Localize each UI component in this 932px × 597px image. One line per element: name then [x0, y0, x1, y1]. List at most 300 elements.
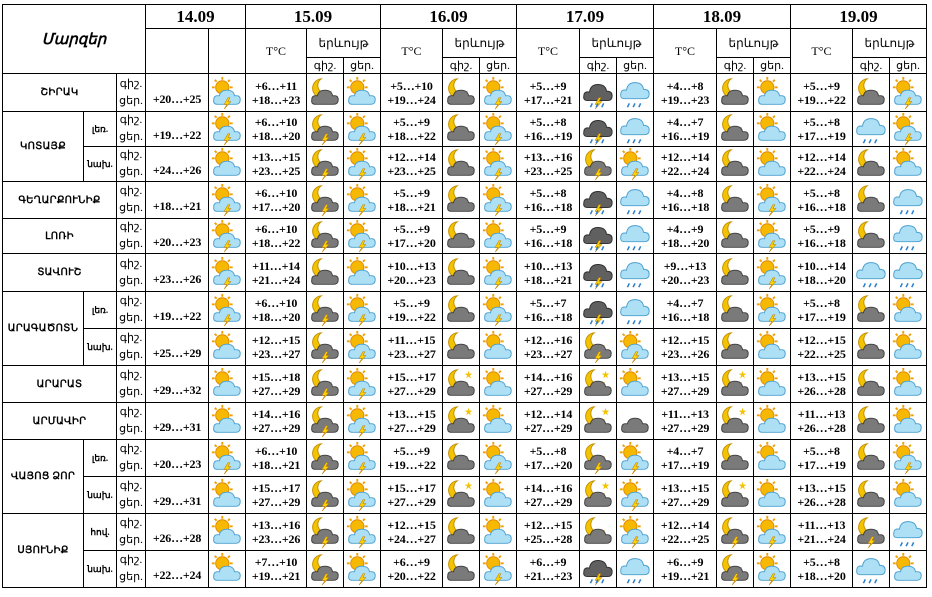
day-temp: +19…+22: [797, 92, 846, 107]
temp-range: [381, 329, 443, 366]
night-label: գիշ.: [119, 332, 143, 344]
region-name: ՎԱՅՈՑ ՁՈՐ: [3, 440, 84, 514]
moon-cloud-icon: [717, 182, 754, 219]
temp-range: [381, 440, 443, 477]
temp-range: [517, 292, 580, 329]
temp-range: [517, 147, 580, 182]
temp-range: [381, 219, 443, 254]
sun-cloud-icon: [754, 74, 791, 112]
day-temp: +19…+22: [146, 292, 209, 329]
day-temp: +18…+20: [251, 129, 301, 143]
subregion-label: նախ.: [84, 477, 117, 514]
sun-thunder-icon: [209, 292, 246, 329]
temp-range: [654, 514, 717, 551]
sun-thunder-icon: [344, 147, 381, 182]
moon-cloud-icon: [853, 292, 890, 329]
night-temp: +5…+7: [529, 296, 567, 310]
sun-thunder-icon: [209, 74, 246, 112]
night-temp: +5…+8: [529, 186, 567, 200]
night-temp: +5…+9: [393, 222, 430, 236]
day-temp: +18…+20: [251, 310, 301, 324]
sun-thunder-icon: [480, 112, 517, 147]
sun-cloud-icon: [209, 403, 246, 440]
moon-thunder-icon: [307, 440, 344, 477]
sun-thunder-icon: [480, 292, 517, 329]
day-temp: +23…+25: [387, 164, 436, 178]
night-temp: +4…+8: [666, 78, 704, 93]
cloud-rain-icon: [617, 112, 654, 147]
moon-cloud-icon: [853, 329, 890, 366]
sun-thunder-icon: [480, 74, 517, 112]
moon-star-icon: [443, 477, 480, 514]
night-day-label: [117, 147, 146, 182]
moon-thunder-icon: [307, 403, 344, 440]
corner-label: Մարզեր: [3, 5, 146, 74]
day-temp: +18…+22: [387, 129, 436, 143]
day-header-sub: ցեր.: [480, 58, 517, 74]
moon-cloud-icon: [307, 74, 344, 112]
sun-cloud-icon: [209, 329, 246, 366]
day-temp: +27…+29: [523, 421, 573, 435]
night-temp: +6…+9: [666, 555, 704, 569]
night-temp: +15…+17: [387, 370, 436, 384]
temp-range: [246, 440, 307, 477]
moon-cloud-icon: [717, 112, 754, 147]
day-temp: +29…+32: [146, 366, 209, 403]
night-temp: +5…+9: [529, 78, 567, 93]
night-temp: +12…+14: [660, 150, 710, 164]
sun-thunder-icon: [480, 219, 517, 254]
temp-range: [791, 74, 853, 112]
sun-thunder-icon: [480, 147, 517, 182]
day-temp: +19…+21: [251, 569, 301, 583]
sun-cloud-icon: [209, 477, 246, 514]
day-temp: +19…+22: [146, 112, 209, 147]
moon-cloud-icon: [717, 292, 754, 329]
night-label: գիշ.: [119, 295, 143, 307]
date-header: 18.09: [654, 5, 791, 29]
night-temp: +11…+13: [797, 407, 846, 421]
region-name: ԳԵՂԱՐՔՈՒՆԻՔ: [3, 182, 117, 219]
day-header-sub: ցեր.: [754, 58, 791, 74]
moon-cloud-icon: [443, 182, 480, 219]
sun-cloud-icon: [890, 147, 927, 182]
temp-range: [381, 403, 443, 440]
night-temp: +6…+9: [393, 555, 430, 569]
cloud-rain-icon: [853, 112, 890, 147]
temp-range: [654, 440, 717, 477]
day-label: ցեր.: [119, 497, 143, 509]
sun-thunder-icon: [209, 112, 246, 147]
day-header: երևույթ: [853, 29, 927, 58]
day-label: ցեր.: [119, 202, 143, 214]
day-temp: +27…+29: [387, 421, 436, 435]
temp-range: [246, 551, 307, 588]
night-temp: +10…+13: [523, 258, 573, 273]
temp-range: [517, 366, 580, 403]
cloud-rain-icon: [890, 514, 927, 551]
day-temp: +16…+18: [660, 310, 710, 324]
day-temp: +17…+19: [660, 458, 710, 472]
sun-cloud-icon: [890, 329, 927, 366]
sun-cloud-icon: [754, 147, 791, 182]
sun-cloud-icon: [209, 366, 246, 403]
day-temp: +29…+31: [146, 403, 209, 440]
moon-cloud-icon: [853, 182, 890, 219]
cloud-rain-icon: [617, 254, 654, 292]
night-temp: +5…+8: [803, 296, 840, 310]
night-day-label: [117, 403, 146, 440]
subregion-label: լեռ.: [84, 292, 117, 329]
moon-cloud-icon: [443, 514, 480, 551]
night-label: գիշ.: [119, 480, 143, 492]
temp-range: [654, 292, 717, 329]
sun-thunder-icon: [890, 112, 927, 147]
cloud-grey-icon: [617, 403, 654, 440]
sun-thunder-icon: [209, 440, 246, 477]
temp-range: [791, 366, 853, 403]
sun-cloud-icon: [480, 403, 517, 440]
night-temp: +6…+10: [254, 115, 298, 129]
day-header-sub: ցեր.: [344, 58, 381, 74]
temp-range: [246, 514, 307, 551]
night-label: գիշ.: [119, 517, 143, 529]
day-temp: +25…+28: [523, 532, 573, 546]
sun-cloud-icon: [754, 329, 791, 366]
day-label: ցեր.: [119, 312, 143, 324]
day-temp: +18…+20: [660, 236, 710, 250]
temp-range: [791, 254, 853, 292]
temp-range: [246, 74, 307, 112]
day-temp: +17…+19: [797, 458, 846, 472]
temp-range: [381, 551, 443, 588]
day-label: ցեր.: [119, 349, 143, 361]
cloud-thunder-icon: [580, 74, 617, 112]
temp-range: [381, 147, 443, 182]
day-temp: +17…+21: [523, 92, 573, 107]
night-label: գիշ.: [119, 149, 143, 161]
cloud-rain-icon: [617, 551, 654, 588]
sun-cloud-icon: [754, 112, 791, 147]
night-label: գիշ.: [119, 443, 143, 455]
day-label: ցեր.: [119, 534, 143, 546]
night-day-label: [117, 551, 146, 588]
day-temp: +16…+18: [523, 236, 573, 250]
night-temp: +13…+15: [797, 370, 846, 384]
subregion-label: նախ.: [84, 551, 117, 588]
night-label: գիշ.: [119, 221, 143, 233]
moon-star-icon: [717, 477, 754, 514]
temp-range: [791, 440, 853, 477]
temp-range: [654, 403, 717, 440]
day-temp: +27…+29: [251, 495, 301, 509]
sun-cloud-icon: [209, 514, 246, 551]
moon-cloud-icon: [853, 219, 890, 254]
day-temp: +18…+21: [523, 272, 573, 287]
day-temp: +22…+25: [797, 347, 846, 361]
sun-cloud-icon: [480, 366, 517, 403]
day-temp: +26…+28: [797, 495, 846, 509]
night-temp: +5…+9: [803, 222, 840, 236]
date-header: 16.09: [381, 5, 517, 29]
day-header: երևույթ: [580, 29, 654, 58]
moon-cloud-icon: [853, 403, 890, 440]
night-temp: +13…+15: [660, 481, 710, 495]
night-label: գիշ.: [119, 257, 143, 270]
night-day-label: [117, 219, 146, 254]
day-temp: +23…+26: [660, 347, 710, 361]
sun-cloud-icon: [617, 366, 654, 403]
night-temp: +6…+11: [255, 78, 297, 93]
sun-thunder-icon: [209, 254, 246, 292]
moon-cloud-icon: [443, 219, 480, 254]
night-temp: +13…+16: [251, 518, 301, 532]
sun-thunder-icon: [617, 440, 654, 477]
night-temp: +15…+17: [387, 481, 436, 495]
temp-range: [381, 112, 443, 147]
day-header: երևույթ: [443, 29, 517, 58]
moon-thunder-icon: [307, 182, 344, 219]
sun-thunder-icon: [344, 219, 381, 254]
subregion-label: հով.: [84, 514, 117, 551]
sun-thunder-icon: [344, 112, 381, 147]
sun-cloud-icon: [480, 514, 517, 551]
sun-thunder-icon: [344, 182, 381, 219]
moon-cloud-icon: [717, 440, 754, 477]
day-temp: +17…+19: [797, 129, 846, 143]
day-temp: +17…+20: [387, 236, 436, 250]
date-header: 14.09: [146, 5, 246, 29]
temp-range: [654, 219, 717, 254]
moon-star-icon: [580, 403, 617, 440]
region-name: ԼՈՌԻ: [3, 219, 117, 254]
day-temp: +17…+20: [523, 458, 573, 472]
night-header: գիշ.: [717, 58, 754, 74]
night-temp: +5…+9: [393, 444, 430, 458]
subregion-label: լեռ.: [84, 112, 117, 147]
night-temp: +4…+7: [666, 115, 704, 129]
night-temp: +12…+14: [797, 150, 846, 164]
day-temp: +18…+21: [387, 200, 436, 214]
day-temp: +18…+21: [251, 458, 301, 472]
moon-thunder-icon: [853, 514, 890, 551]
sun-thunder-icon: [480, 551, 517, 588]
temp-header: T°C: [246, 29, 307, 74]
sun-cloud-icon: [209, 551, 246, 588]
day-temp: +18…+23: [251, 92, 301, 107]
temp-range: [791, 182, 853, 219]
night-temp: +14…+16: [523, 481, 573, 495]
moon-star-icon: [443, 403, 480, 440]
cloud-rain-icon: [617, 74, 654, 112]
cloud-thunder-icon: [580, 292, 617, 329]
day-label: ցեր.: [119, 166, 143, 178]
sun-thunder-icon: [617, 514, 654, 551]
temp-range: [517, 403, 580, 440]
date-header: 17.09: [517, 5, 654, 29]
night-temp: +12…+15: [797, 333, 846, 347]
day-temp: +20…+23: [146, 219, 209, 254]
temp-header: T°C: [381, 29, 443, 74]
moon-thunder-icon: [307, 219, 344, 254]
day-temp: +27…+29: [523, 384, 573, 398]
cloud-thunder-icon: [580, 551, 617, 588]
day-temp: +23…+27: [387, 347, 436, 361]
night-temp: +5…+9: [529, 222, 567, 236]
temp-range: [791, 477, 853, 514]
sun-cloud-icon: [754, 440, 791, 477]
night-header: գիշ.: [307, 58, 344, 74]
night-temp: +5…+8: [803, 115, 840, 129]
moon-cloud-icon: [717, 329, 754, 366]
sun-thunder-icon: [209, 182, 246, 219]
moon-thunder-icon: [580, 329, 617, 366]
temp-range: [381, 514, 443, 551]
moon-cloud-icon: [443, 112, 480, 147]
night-temp: +5…+8: [529, 444, 567, 458]
moon-thunder-icon: [307, 551, 344, 588]
moon-thunder-icon: [717, 514, 754, 551]
sun-thunder-icon: [617, 329, 654, 366]
day-temp: +22…+24: [660, 164, 710, 178]
day-temp: +18…+22: [251, 236, 301, 250]
day-header: երևույթ: [717, 29, 791, 58]
temp-range: [517, 329, 580, 366]
moon-cloud-icon: [717, 147, 754, 182]
day-temp: +19…+22: [387, 310, 436, 324]
night-temp: +11…+14: [252, 258, 300, 273]
temp-range: [381, 366, 443, 403]
night-temp: +12…+14: [387, 150, 436, 164]
moon-thunder-icon: [307, 477, 344, 514]
moon-cloud-icon: [443, 292, 480, 329]
night-temp: +14…+16: [251, 407, 301, 421]
moon-cloud-icon: [853, 147, 890, 182]
night-temp: +12…+15: [660, 333, 710, 347]
day-temp: +20…+25: [146, 74, 209, 112]
day-header-sub: ցեր.: [890, 58, 927, 74]
temp-range: [246, 366, 307, 403]
moon-cloud-icon: [443, 74, 480, 112]
day-temp: +23…+27: [523, 347, 573, 361]
temp-range: [791, 292, 853, 329]
night-label: գիշ.: [119, 185, 143, 197]
sun-cloud-icon: [890, 292, 927, 329]
moon-thunder-icon: [717, 551, 754, 588]
night-temp: +4…+7: [666, 296, 704, 310]
sun-thunder-icon: [754, 292, 791, 329]
night-temp: +4…+9: [666, 222, 704, 236]
day-label: ցեր.: [119, 571, 143, 583]
moon-cloud-icon: [307, 254, 344, 292]
sun-cloud-icon: [344, 74, 381, 112]
sun-thunder-icon: [754, 254, 791, 292]
day-temp: +18…+21: [146, 182, 209, 219]
sun-cloud-icon: [754, 477, 791, 514]
day-temp: +27…+29: [660, 421, 710, 435]
sun-thunder-icon: [344, 514, 381, 551]
night-day-label: [117, 366, 146, 403]
night-temp: +5…+10: [390, 78, 433, 93]
temp-range: [654, 147, 717, 182]
day-temp: +20…+23: [387, 272, 436, 287]
temp-range: [517, 254, 580, 292]
day-temp: +27…+29: [251, 421, 301, 435]
subregion-label: լեռ.: [84, 440, 117, 477]
forecast-table: [2, 4, 927, 588]
cloud-rain-icon: [890, 182, 927, 219]
subregion-label: նախ.: [84, 147, 117, 182]
day-temp: +27…+29: [251, 384, 301, 398]
day-temp: +23…+25: [251, 164, 301, 178]
temp-range: [791, 403, 853, 440]
region-name: ԱՐԱՐԱՏ: [3, 366, 117, 403]
night-label: գիշ.: [119, 554, 143, 566]
night-temp: +9…+13: [663, 258, 707, 273]
moon-cloud-icon: [443, 254, 480, 292]
temp-range: [246, 254, 307, 292]
moon-cloud-icon: [443, 147, 480, 182]
temp-header: T°C: [791, 29, 853, 74]
sun-cloud-icon: [754, 403, 791, 440]
day-label: ցեր.: [119, 131, 143, 143]
cloud-rain-icon: [890, 254, 927, 292]
day-header-sub: ցեր.: [617, 58, 654, 74]
moon-cloud-icon: [853, 440, 890, 477]
temp-range: [791, 112, 853, 147]
night-day-label: [117, 182, 146, 219]
temp-range: [517, 182, 580, 219]
region-name: ՏԱՎՈՒՇ: [3, 254, 117, 292]
temp-range: [381, 182, 443, 219]
day-temp: +22…+24: [146, 551, 209, 588]
night-header: գիշ.: [853, 58, 890, 74]
temp-range: [381, 292, 443, 329]
day-temp: +16…+18: [797, 236, 846, 250]
sun-cloud-icon: [209, 147, 246, 182]
moon-cloud-icon: [443, 551, 480, 588]
day-temp: +21…+24: [251, 272, 301, 287]
moon-thunder-icon: [307, 329, 344, 366]
temp-header: T°C: [517, 29, 580, 74]
day-temp: +23…+26: [251, 532, 301, 546]
day-temp: +24…+27: [387, 532, 436, 546]
night-temp: +15…+18: [251, 370, 301, 384]
night-temp: +11…+13: [797, 518, 846, 532]
sun-cloud-icon: [890, 477, 927, 514]
temp-range: [791, 329, 853, 366]
sun-thunder-icon: [344, 292, 381, 329]
temp-range: [791, 147, 853, 182]
temp-range: [246, 292, 307, 329]
temp-range: [654, 182, 717, 219]
night-temp: +14…+16: [523, 370, 573, 384]
temp-range: [517, 551, 580, 588]
night-temp: +5…+9: [803, 78, 840, 93]
night-header: գիշ.: [580, 58, 617, 74]
temp-range: [517, 219, 580, 254]
night-day-label: [117, 254, 146, 292]
day-temp: +16…+18: [523, 310, 573, 324]
night-day-label: [117, 477, 146, 514]
moon-cloud-icon: [717, 254, 754, 292]
night-temp: +12…+15: [251, 333, 301, 347]
day-temp: +19…+22: [387, 458, 436, 472]
cloud-rain-icon: [617, 182, 654, 219]
moon-thunder-icon: [307, 514, 344, 551]
sun-thunder-icon: [617, 477, 654, 514]
moon-star-icon: [717, 366, 754, 403]
